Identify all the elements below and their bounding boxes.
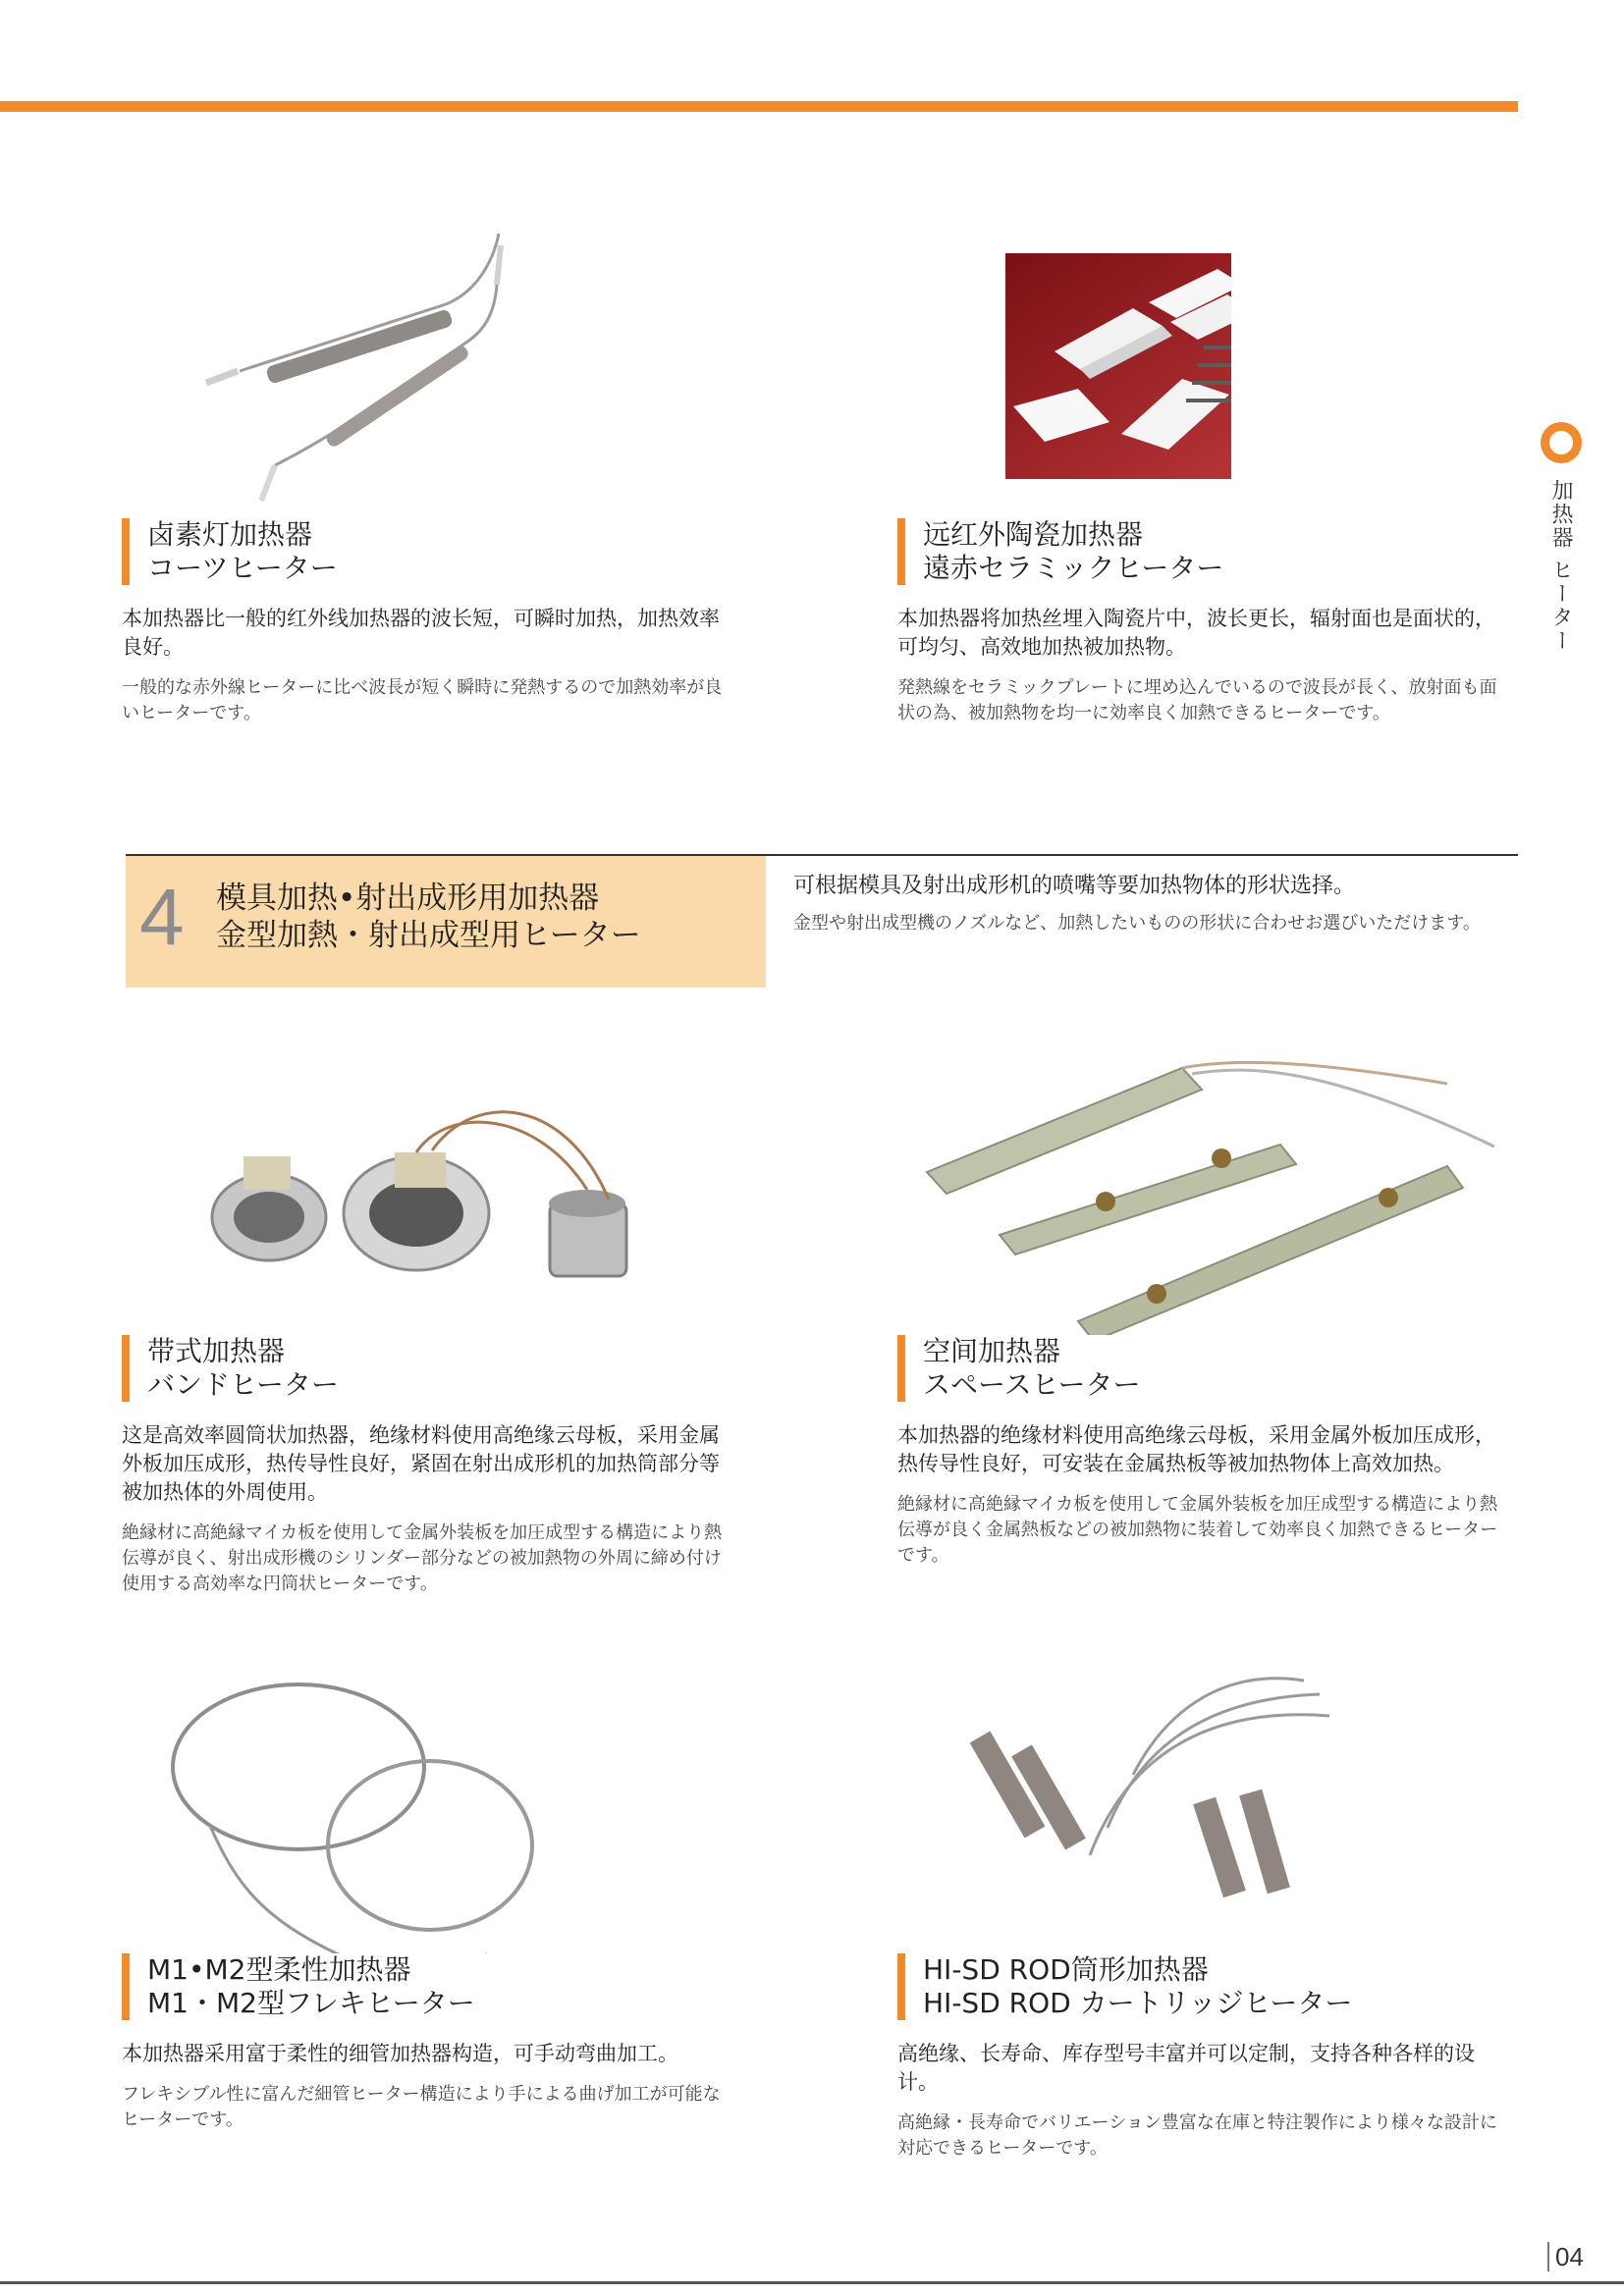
section-title — [216, 880, 641, 954]
section-title-jp: 金型加熱・射出成型用ヒーター — [216, 918, 641, 953]
product-flexible-heater — [122, 1659, 731, 2133]
product-halogen-heater — [122, 224, 731, 726]
flexible-heater-image — [122, 1659, 731, 1953]
product-desc-jp: フレキシブル性に富んだ細管ヒーター構造により手による曲げ加工が可能なヒーターです。 — [122, 2084, 721, 2130]
ceramic-heater-image — [897, 224, 1506, 518]
product-title-jp: 遠赤セラミックヒーター — [923, 552, 1224, 584]
product-cartridge-heater — [897, 1659, 1506, 2162]
band-heater-image — [122, 1050, 731, 1335]
product-title-jp: バンドヒーター — [147, 1368, 339, 1401]
product-title — [897, 1953, 1506, 2020]
product-desc-jp: 一般的な赤外線ヒーターに比べ波長が短く瞬時に発熱するので加熱効率が良いヒーターです。 — [122, 677, 723, 723]
top-accent-rule — [0, 101, 1518, 112]
side-tab-label: 加热器 ヒーター — [1548, 479, 1573, 653]
product-band-heater — [122, 1050, 731, 1597]
product-ceramic-heater — [897, 224, 1506, 726]
product-space-heater — [897, 1050, 1506, 1569]
product-desc-jp: 発熱線をセラミックプレートに埋め込んでいるので波長が長く、放射面も面状の為、被加熱物を均一に効率良く加熱できるヒーターです。 — [897, 677, 1497, 723]
halogen-heater-image — [122, 224, 731, 518]
product-title-cn: 带式加热器 — [147, 1335, 286, 1367]
page-number: 04 — [1547, 2242, 1608, 2271]
ring-icon — [1541, 422, 1582, 463]
product-title — [897, 518, 1506, 585]
product-title-cn: 卤素灯加热器 — [147, 518, 313, 551]
cartridge-heater-image — [897, 1659, 1506, 1953]
section-title-cn: 模具加热•射出成形用加热器 — [216, 881, 600, 916]
side-tab — [1538, 422, 1591, 653]
product-title — [122, 518, 731, 585]
bottom-rule — [0, 2281, 1624, 2284]
product-desc-jp: 絶縁材に高絶縁マイカ板を使用して金属外装板を加圧成型する構造により熱伝導が良く、射出成形機のシリンダー部分などの被加熱物の外周に締め付け使用する高効率な円筒状ヒーターです。 — [122, 1522, 723, 1594]
product-title-jp: HI-SD ROD カートリッジヒーター — [923, 1987, 1353, 2019]
product-title-cn: 远红外陶瓷加热器 — [923, 518, 1144, 551]
product-desc-cn: 这是高效率圆筒状加热器，绝缘材料使用高绝缘云母板，采用金属外板加压成形，热传导性良好，紧固在射出成形机的加热筒部分等被加热体的外周使用。 — [122, 1423, 720, 1504]
product-title-cn: M1•M2型柔性加热器 — [147, 1953, 411, 1986]
product-title-jp: コーツヒーター — [147, 552, 338, 584]
product-desc-jp: 高絶縁・長寿命でバリエーション豊富な在庫と特注製作により様々な設計に対応できるヒーターです。 — [897, 2112, 1497, 2159]
product-title-jp: M1・M2型フレキヒーター — [147, 1987, 475, 2019]
product-desc-cn: 本加热器比一般的红外线加热器的波长短，可瞬时加热，加热效率良好。 — [122, 607, 720, 659]
product-desc-cn: 本加热器将加热丝埋入陶瓷片中，波长更长，辐射面也是面状的，可均匀、高效地加热被加热物。 — [897, 607, 1495, 659]
product-title — [122, 1953, 731, 2020]
section-number: 4 — [139, 873, 185, 962]
product-title-jp: スペースヒーター — [923, 1368, 1141, 1401]
product-title-cn: 空间加热器 — [923, 1335, 1061, 1367]
section-rule — [766, 854, 1518, 856]
space-heater-image — [897, 1050, 1506, 1335]
product-title — [122, 1335, 731, 1402]
product-desc-cn: 本加热器采用富于柔性的细管加热器构造，可手动弯曲加工。 — [122, 2042, 678, 2065]
product-desc-jp: 絶縁材に高絶縁マイカ板を使用して金属外装板を加圧成型する構造により熱伝導が良く金属熱板などの被加熱物に装着して効率良く加熱できるヒーターです。 — [897, 1494, 1498, 1566]
product-desc-cn: 高绝缘、长寿命、库存型号丰富并可以定制，支持各种各样的设计。 — [897, 2042, 1475, 2094]
product-desc-cn: 本加热器的绝缘材料使用高绝缘云母板，采用金属外板加压成形，热传导性良好，可安装在金属热板等被加热物体上高效加热。 — [897, 1423, 1495, 1475]
section-desc-jp: 金型や射出成型機のノズルなど、加熱したいものの形状に合わせお選びいただけます。 — [793, 913, 1481, 934]
product-title-cn: HI-SD ROD筒形加热器 — [923, 1953, 1209, 1986]
section-desc-cn: 可根据模具及射出成形机的喷嘴等要加热物体的形状选择。 — [793, 874, 1356, 898]
product-title — [897, 1335, 1506, 1402]
